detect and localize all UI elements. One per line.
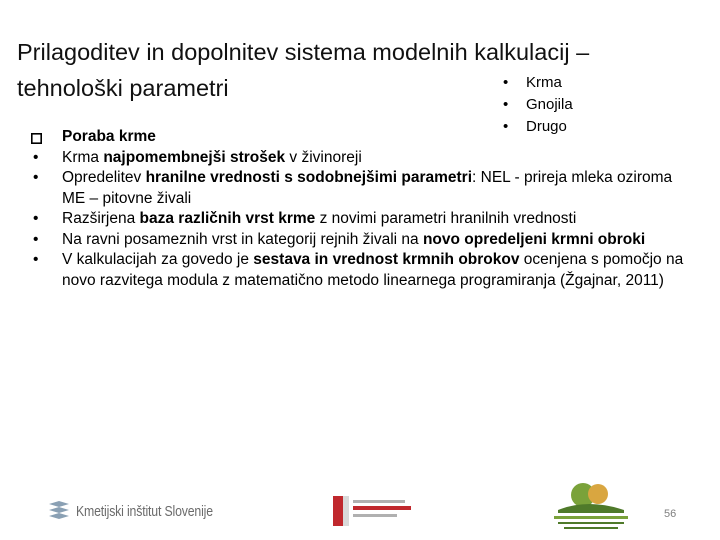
section-heading: Poraba krme bbox=[31, 127, 691, 148]
kis-logo-icon bbox=[47, 500, 71, 522]
bullet-icon: • bbox=[503, 96, 509, 113]
slide-title-line-2: tehnološki parametri bbox=[17, 75, 229, 101]
bullet-icon: • bbox=[503, 74, 509, 91]
side-bullet-gnojila: • Gnojila bbox=[503, 94, 573, 116]
main-bullet-list bbox=[31, 127, 691, 291]
list-item: • Krma najpomembnejši strošek v živinoreji bbox=[31, 148, 691, 169]
list-item: • Na ravni posameznih vrst in kategorij rejnih živali na novo opredeljeni krmni obroki bbox=[31, 230, 691, 251]
org-name: Kmetijski inštitut Slovenije bbox=[76, 502, 213, 520]
bullet-icon: • bbox=[33, 230, 39, 248]
university-logo bbox=[331, 492, 413, 535]
list-item: • Razširjena baza različnih vrst krme z novimi parametri hranilnih vrednosti bbox=[31, 209, 691, 230]
bullet-icon: • bbox=[33, 169, 39, 186]
bullet-icon: • bbox=[33, 251, 39, 268]
list-item: • V kalkulacijah za govedo je sestava in vrednost krmnih obrokov ocenjena s pomočjo na novo razvitega modula z matematično metodo linearnega programiranja (Žgajnar, 2011) bbox=[33, 251, 684, 289]
side-bullet-drugo: • Drugo bbox=[503, 116, 573, 138]
bullet-icon: • bbox=[33, 210, 39, 227]
slide-title bbox=[17, 34, 707, 106]
page-number: 56 bbox=[664, 508, 677, 520]
kis-logo bbox=[47, 500, 243, 522]
slide-title-line-1: Prilagoditev in dopolnitev sistema modelnih kalkulacij – bbox=[17, 39, 590, 65]
bullet-icon: • bbox=[33, 148, 39, 166]
side-bullet-krma: • Krma bbox=[503, 72, 573, 94]
partner-logo bbox=[548, 480, 634, 537]
list-item: • Opredelitev hranilne vrednosti s sodobnejšimi parametri: NEL - prireja mleka oziroma ME – pitovne živali bbox=[33, 169, 673, 207]
bullet-icon: • bbox=[503, 118, 509, 135]
